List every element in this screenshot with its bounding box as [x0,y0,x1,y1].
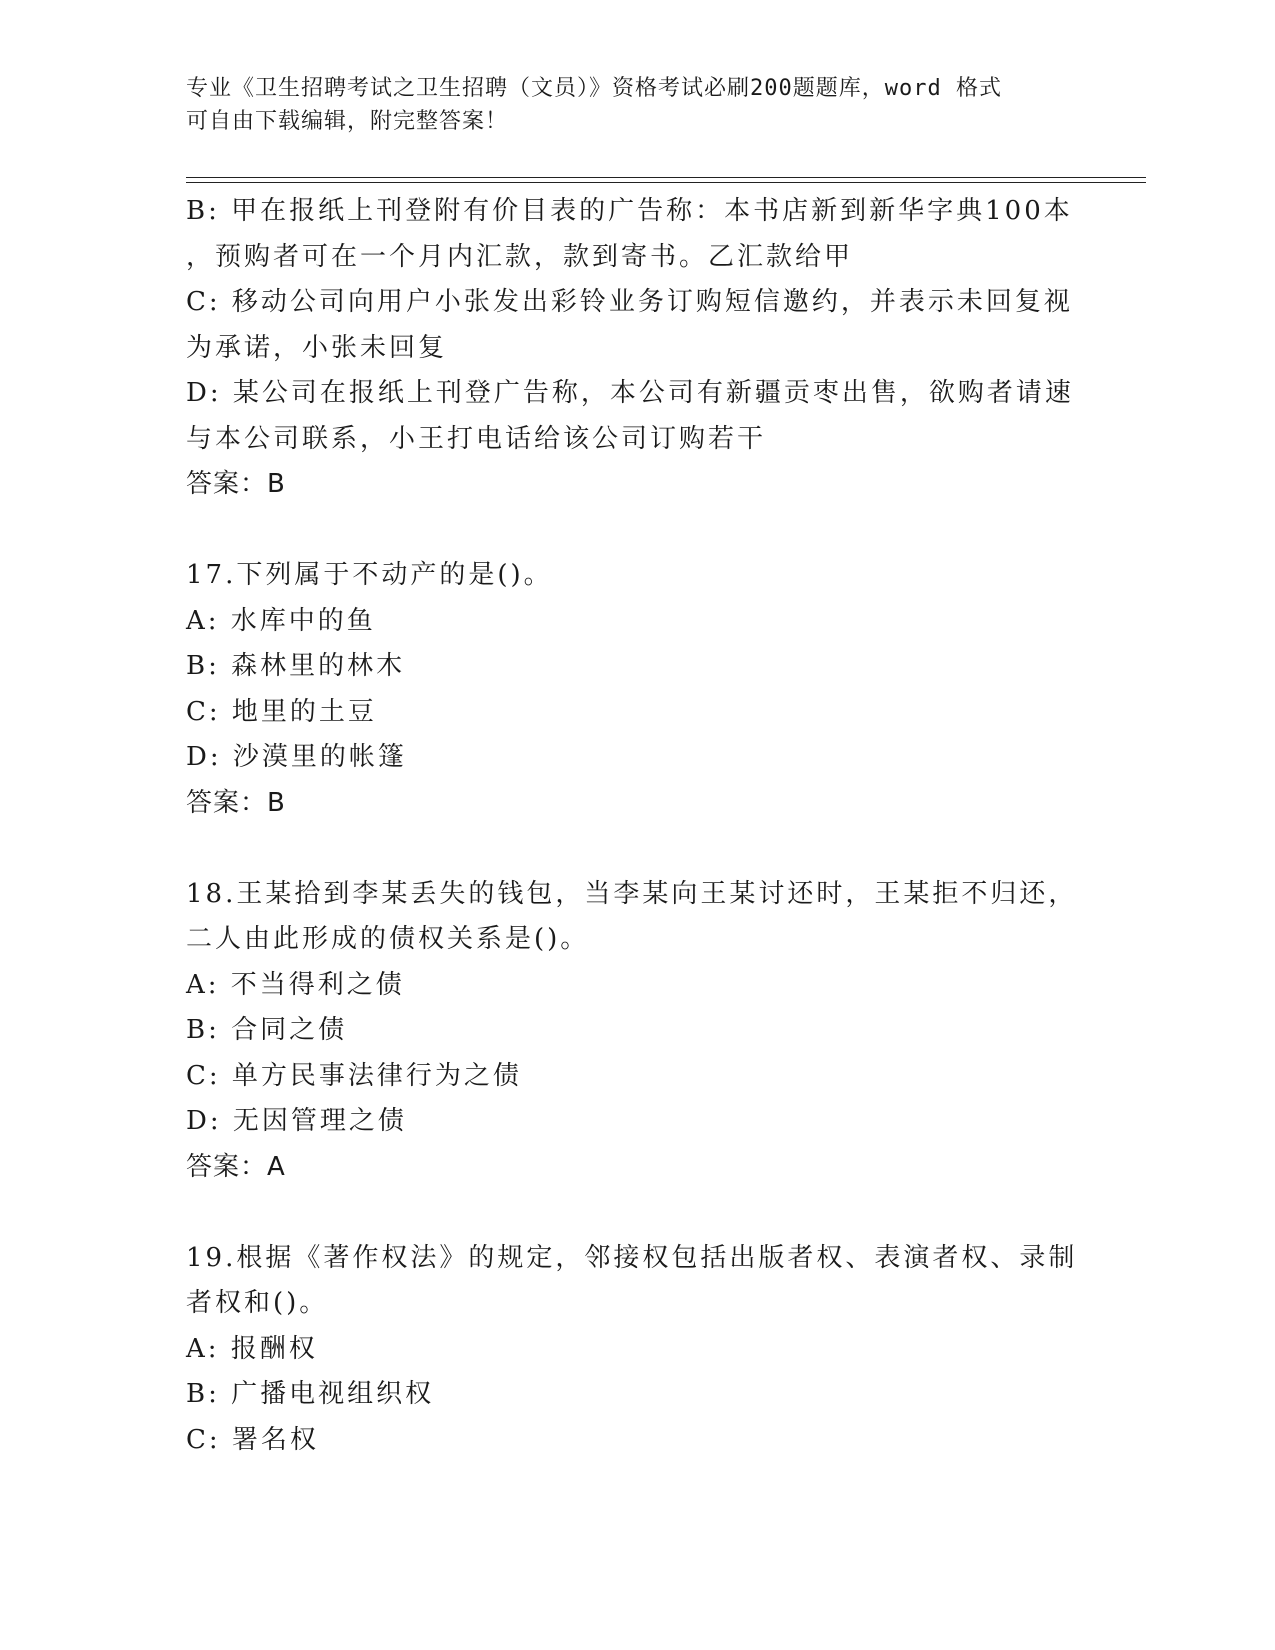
option-d: D: 沙漠里的帐篷 [186,742,407,772]
option-c: C: 移动公司向用户小张发出彩铃业务订购短信邀约，并表示未回复视 [186,287,1073,317]
question-17 [186,553,1086,826]
option-c: C: 地里的土豆 [186,696,377,727]
question-list [186,189,1086,1463]
option-c: C: 单方民事法律行为之债 [186,1060,522,1091]
option-b: B: 甲在报纸上刊登附有价目表的广告称：本书店新到新华字典100本 [186,196,1073,226]
option-d: D: 无因管理之债 [186,1106,407,1136]
header-title-line-1: 专业《卫生招聘考试之卫生招聘（文员）》资格考试必刷200题题库，word 格式 [186,76,1002,101]
option-d-continued: 与本公司联系，小王打电话给该公司订购若干 [186,423,767,454]
option-a: A: 报酬权 [186,1333,318,1364]
spacer [186,1190,1086,1236]
option-a: A: 水库中的鱼 [186,605,376,636]
spacer [186,826,1086,872]
question-stem-continued: 者权和()。 [186,1288,329,1318]
header-divider-bottom [186,182,1146,183]
document-header [186,72,1066,138]
header-divider-top [186,177,1146,178]
answer: 答案：A [186,1151,286,1182]
question-stem: 18.王某拾到李某丢失的钱包，当李某向王某讨还时，王某拒不归还， [186,878,1078,909]
option-a: A: 不当得利之债 [186,969,405,1000]
header-title-line-2: 可自由下载编辑，附完整答案！ [186,109,509,134]
option-d: D: 某公司在报纸上刊登广告称，本公司有新疆贡枣出售，欲购者请速 [186,378,1074,408]
option-c-continued: 为承诺，小张未回复 [186,332,448,363]
option-b: B: 合同之债 [186,1015,348,1045]
spacer [186,508,1086,554]
option-c: C: 署名权 [186,1424,319,1455]
answer: 答案：B [186,787,286,818]
answer: 答案：B [186,469,286,499]
option-b: B: 森林里的林木 [186,651,406,681]
question-stem: 17.下列属于不动产的是()。 [186,560,553,590]
option-b-continued: ，预购者可在一个月内汇款，款到寄书。乙汇款给甲 [186,241,854,272]
question-19 [186,1236,1086,1464]
question-18 [186,872,1086,1191]
question-stem: 19.根据《著作权法》的规定，邻接权包括出版者权、表演者权、录制 [186,1242,1078,1273]
question-stem-continued: 二人由此形成的债权关系是()。 [186,924,590,954]
option-b: B: 广播电视组织权 [186,1379,435,1409]
question-16 [186,189,1086,508]
